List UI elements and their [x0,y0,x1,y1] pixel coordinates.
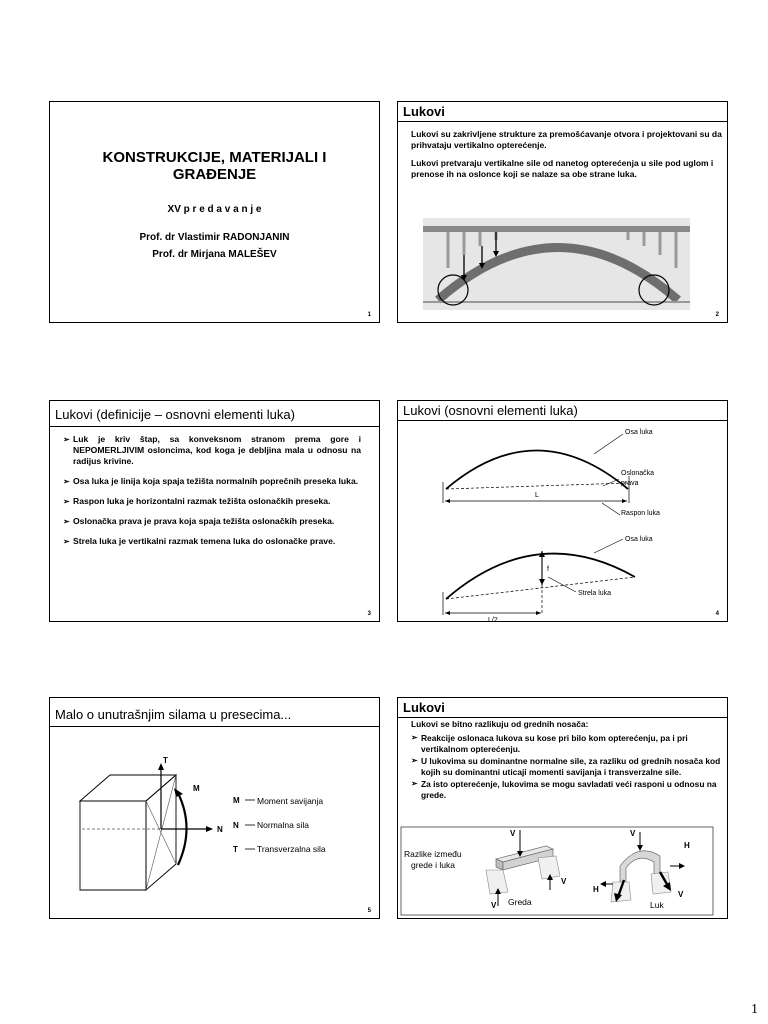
label-oslonacka-2: prava [621,480,639,487]
bridge-photo [398,210,728,320]
label-f: f [547,566,549,573]
slide-4-title: Lukovi (osnovni elementi luka) [403,403,578,418]
slide-2-paragraph-2: Lukovi pretvaraju vertikalne sile od nanetog opterećenja u sile pod uglom i prenose ih na oslonce koji se nalaze sa obe strane luka. [411,158,714,179]
slide-number: 3 [367,611,371,617]
slide-number: 5 [367,908,371,914]
slide-1-title: KONSTRUKCIJE, MATERIJALI I GRAĐENJE [102,149,327,183]
slide-2 [397,101,728,323]
slide-5 [49,697,380,919]
label-strela-luka: Strela luka [578,590,612,597]
legend-text-N: Normalna sila [257,820,309,830]
legend-text-T: Transverzalna sila [257,844,326,854]
bullet-item: ➢ Osa luka je linija koja spaja težišta normalnih poprečnih preseka luka. [63,476,361,487]
fig-V-arch-right: V [678,890,684,899]
slide-1-author-2: Prof. dr Mirjana MALEŠEV [152,249,277,260]
bullet-item: ➢ Oslonačka prava je prava koja spaja težišta oslonačkih preseka. [63,516,361,527]
page-number: 1 [751,1002,758,1017]
slide-6-bullet-list [411,733,721,802]
legend-text-M: Moment savijanja [257,796,324,806]
fig-V-beam-left: V [491,901,497,910]
fig-caption-line-1: Razlike između [404,849,462,859]
slide-3 [49,400,380,622]
slide-2-paragraph-1: Lukovi su zakrivljene strukture za premošćavanje otvora i projektovani su da prihvataju vertikalno opterećenje. [411,129,722,150]
label-T-axis: T [163,756,168,765]
title-divider [50,726,379,727]
slide-number: 1 [367,312,371,318]
slide-number: 4 [715,611,719,617]
legend-symbol-N: N [233,821,239,830]
fig-V-beam-top: V [510,829,516,838]
label-N-axis: N [217,825,223,834]
legend-symbol-T: T [233,845,238,854]
fig-V-beam-right: V [561,877,567,886]
title-divider [398,121,727,122]
title-divider [398,717,727,718]
title-divider [50,426,379,427]
bullet-item: ➢ Raspon luka je horizontalni razmak težišta oslonačkih preseka. [63,496,361,507]
fig-caption-line-2: grede i luka [411,860,455,870]
slide-6-intro: Lukovi se bitno razlikuju od grednih nosača: [411,719,589,729]
slide-6-title: Lukovi [403,700,445,715]
label-L2: L/2 [488,617,498,624]
label-L: L [535,492,539,499]
bullet-item: ➢ Za isto opterećenje, lukovima se mogu savladati veći rasponi u odnosu na grede. [411,779,721,800]
slide-1-subtitle: XV p r e d a v a n j e [167,204,262,215]
slide-1 [49,101,380,323]
bullet-item: ➢ Strela luka je vertikalni razmak temena luka do oslonačke prave. [63,536,361,547]
label-M-axis: M [193,784,200,793]
slide-4 [397,400,728,622]
slide-6 [397,697,728,919]
beam-vs-arch-figure [398,824,728,919]
slide-5-title: Malo o unutrašnjim silama u presecima... [55,707,292,722]
fig-label-luk: Luk [650,900,664,910]
slide-1-author-1: Prof. dr Vlastimir RADONJANIN [139,232,290,243]
legend-symbol-M: M [233,796,240,805]
arch-elements-diagram [398,419,728,622]
bullet-item: ➢ Reakcije oslonaca lukova su kose pri bilo kom opterećenju, pa i pri vertikalnom opterećenju. [411,733,721,754]
bullet-item: ➢ Luk je kriv štap, sa konveksnom stranom prema gore i NEPOMERLJIVIM osloncima, kod koga je debljina mala u odnosu na radijus krivine. [63,434,361,467]
slide-number: 2 [715,312,719,318]
internal-forces-diagram [50,738,380,918]
label-osa-luka-1: Osa luka [625,429,653,436]
label-raspon-luka: Raspon luka [621,510,660,517]
slide-3-title: Lukovi (definicije – osnovni elementi luka) [55,407,295,422]
fig-label-greda: Greda [508,897,532,907]
bullet-item: ➢ U lukovima su dominantne normalne sile, za razliku od grednih nosača kod kojih su dominantni uticaji momenti savijanja i transverzalne sile. [411,756,721,777]
fig-H-arch-left: H [593,885,599,894]
slide-2-title: Lukovi [403,104,445,119]
slide-3-bullet-list [63,434,361,556]
label-oslonacka-1: Oslonačka [621,470,655,477]
fig-H-arch-right: H [684,841,690,850]
fig-V-arch-top: V [630,829,636,838]
label-osa-luka-2: Osa luka [625,536,653,543]
